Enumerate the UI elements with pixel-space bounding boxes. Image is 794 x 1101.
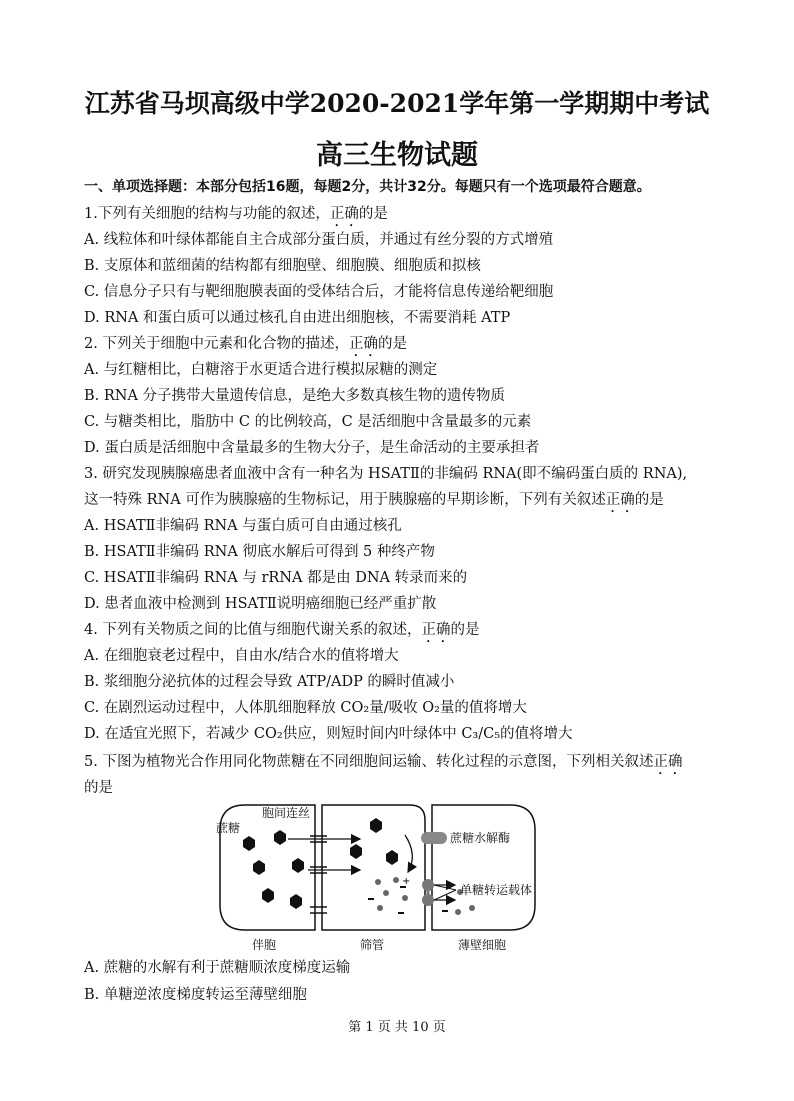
- line-text: B. HSATⅡ非编码 RNA 彻底水解后可得到 5 种终产物: [84, 544, 435, 560]
- emphasized-word: 正确: [421, 622, 451, 638]
- hydrolase-enzyme: [421, 832, 447, 844]
- carrier-1: [422, 879, 434, 891]
- sucrose-transport-diagram: [210, 800, 550, 952]
- text-line: [84, 672, 454, 692]
- option-a-q5: A. 蔗糖的水解有利于蔗糖顺浓度梯度运输: [84, 960, 351, 976]
- text-line: [84, 282, 553, 302]
- line-text: 2. 下列关于细胞中元素和化合物的描述，: [84, 336, 349, 352]
- line-text: A. HSATⅡ非编码 RNA 与蛋白质可自由通过核孔: [84, 518, 402, 534]
- line-text: 的是: [84, 780, 113, 796]
- line-text: C. 与糖类相比，脂肪中 C 的比例较高，C 是活细胞中含量最多的元素: [84, 414, 532, 430]
- sucrose-molecules: [243, 818, 398, 909]
- line-text: C. 信息分子只有与靶细胞膜表面的受体结合后，才能将信息传递给靶细胞: [84, 284, 554, 300]
- line-text: B. 浆细胞分泌抗体的过程会导致 ATP/ADP 的瞬时值减小: [84, 674, 455, 690]
- line-text-tail: 的是: [358, 206, 388, 222]
- text-line: [84, 490, 664, 516]
- label-sieve: 筛管: [360, 938, 385, 952]
- text-line: [84, 568, 467, 588]
- emphasized-word: 正确: [605, 492, 635, 508]
- text-line: [84, 230, 553, 250]
- text-line: [84, 308, 510, 328]
- line-text: A. 线粒体和叶绿体都能自主合成部分蛋白质，并通过有丝分裂的方式增殖: [84, 232, 554, 248]
- line-text: 1.下列有关细胞的结构与功能的叙述，: [84, 206, 330, 222]
- plasmodesmata: [310, 836, 327, 913]
- line-text: D. RNA 和蛋白质可以通过核孔自由进出细胞核，不需要消耗 ATP: [84, 310, 511, 326]
- line-text: 4. 下列有关物质之间的比值与细胞代谢关系的叙述，: [84, 622, 422, 638]
- label-plasmodesmata: 胞间连丝: [262, 806, 311, 820]
- line-text: B. RNA 分子携带大量遗传信息，是绝大多数真核生物的遗传物质: [84, 388, 506, 404]
- line-text-tail: 的是: [377, 336, 407, 352]
- line-text: A. 在细胞衰老过程中，自由水/结合水的值将增大: [84, 648, 399, 664]
- label-sucrose: 蔗糖: [216, 821, 241, 835]
- line-text: D. 在适宜光照下，若减少 CO₂供应，则短时间内叶绿体中 C₃/C₅的值将增大: [84, 726, 573, 742]
- svg-text:+: +: [402, 876, 411, 887]
- text-line: [84, 646, 399, 666]
- text-line: [84, 698, 527, 718]
- section-heading: 一、单项选择题：本部分包括16题，每题2分，共计32分。每题只有一个选项最符合题意。: [84, 179, 651, 195]
- text-line: [84, 464, 687, 484]
- text-line: [84, 412, 531, 432]
- line-text: D. 患者血液中检测到 HSATⅡ说明癌细胞已经严重扩散: [84, 596, 437, 612]
- label-companion: 伴胞: [252, 938, 277, 952]
- emphasized-word: 正确: [653, 754, 683, 770]
- line-text: A. 与红糖相比，白糖溶于水更适合进行模拟尿糖的测定: [84, 362, 438, 378]
- page-footer: 第 1 页 共 10 页: [348, 1020, 446, 1035]
- line-text: C. HSATⅡ非编码 RNA 与 rRNA 都是由 DNA 转录而来的: [84, 570, 468, 586]
- line-text: 5. 下图为植物光合作用同化物蔗糖在不同细胞间运输、转化过程的示意图，下列相关叙述: [84, 754, 654, 770]
- exam-subtitle: 高三生物试题: [316, 140, 478, 171]
- label-parenchyma: 薄壁细胞: [458, 938, 507, 952]
- text-line: [84, 620, 479, 646]
- text-line: [84, 516, 402, 536]
- line-text: C. 在剧烈运动过程中，人体肌细胞释放 CO₂量/吸收 O₂量的值将增大: [84, 700, 527, 716]
- exam-title: 江苏省马坝高级中学2020-2021学年第一学期期中考试: [84, 89, 710, 118]
- text-line: [84, 594, 436, 614]
- text-line: [84, 360, 437, 380]
- text-line: [84, 778, 113, 798]
- line-text: D. 蛋白质是活细胞中含量最多的生物大分子，是生命活动的主要承担者: [84, 440, 540, 456]
- text-line: [84, 724, 573, 744]
- emphasized-word: 正确: [348, 336, 378, 352]
- text-line: [84, 204, 388, 230]
- emphasized-word: 正确: [329, 206, 359, 222]
- line-text-tail: 的是: [450, 622, 480, 638]
- text-line: [84, 438, 539, 458]
- line-text-tail: 的是: [634, 492, 664, 508]
- carrier-2: [422, 894, 434, 906]
- text-line: [84, 542, 435, 562]
- text-line: [84, 752, 682, 778]
- text-line: [84, 256, 481, 276]
- text-line: [84, 386, 505, 406]
- line-text: 这一特殊 RNA 可作为胰腺癌的生物标记，用于胰腺癌的早期诊断，下列有关叙述: [84, 492, 606, 508]
- label-hydrolase: 蔗糖水解酶: [450, 831, 511, 845]
- text-line: [84, 334, 407, 360]
- label-carrier: 单糖转运载体: [460, 883, 533, 897]
- option-b-q5: B. 单糖逆浓度梯度转运至薄壁细胞: [84, 987, 307, 1003]
- line-text: 3. 研究发现胰腺癌患者血液中含有一种名为 HSATⅡ的非编码 RNA(即不编码蛋白质的 RNA),: [84, 466, 688, 482]
- line-text: B. 支原体和蓝细菌的结构都有细胞壁、细胞膜、细胞质和拟核: [84, 258, 481, 274]
